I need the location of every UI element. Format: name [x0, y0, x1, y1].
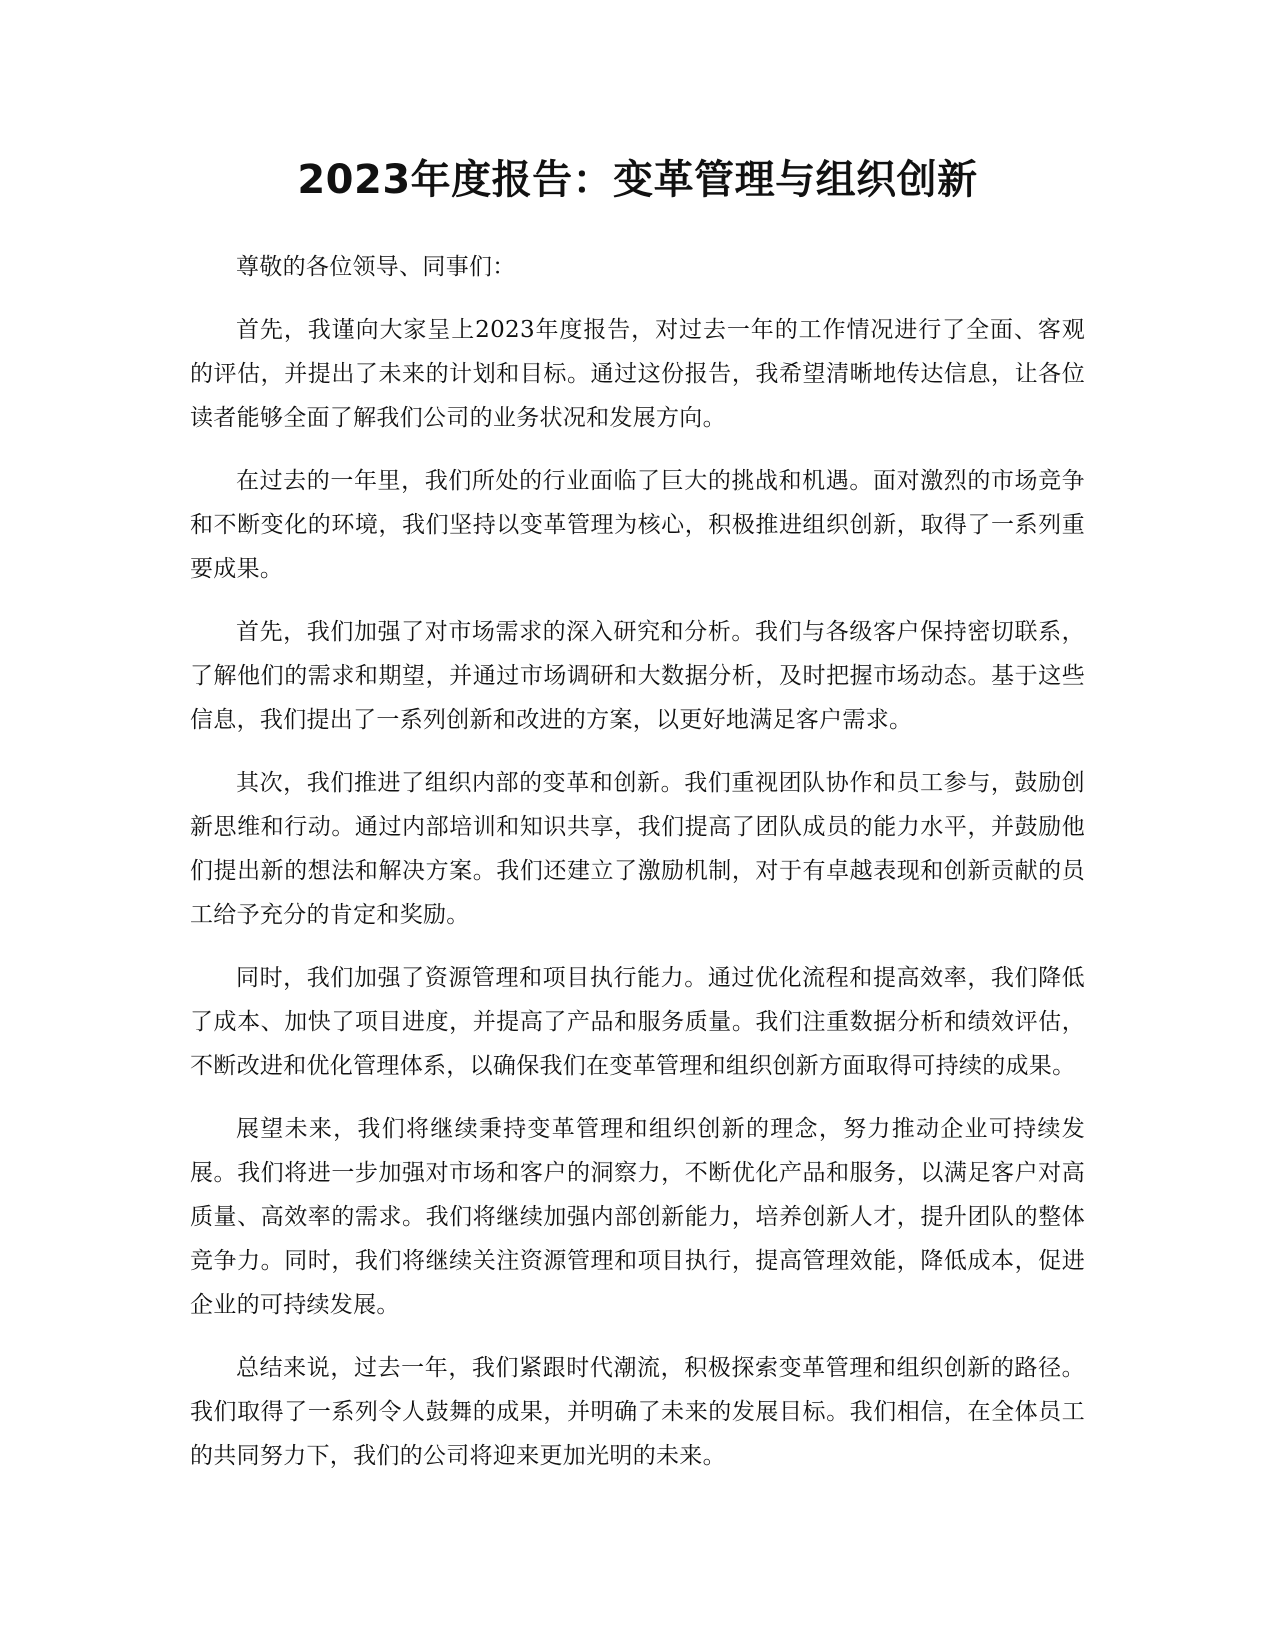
body-paragraph: 首先，我们加强了对市场需求的深入研究和分析。我们与各级客户保持密切联系，了解他们的需求和期望，并通过市场调研和大数据分析，及时把握市场动态。基于这些信息，我们提出了一系列创新和改进的方案，以更好地满足客户需求。	[190, 619, 1085, 733]
conclusion-paragraph: 总结来说，过去一年，我们紧跟时代潮流，积极探索变革管理和组织创新的路径。我们取得了一系列令人鼓舞的成果，并明确了未来的发展目标。我们相信，在全体员工的共同努力下，我们的公司将迎来更加光明的未来。	[190, 1355, 1085, 1469]
body-paragraph: 展望未来，我们将继续秉持变革管理和组织创新的理念，努力推动企业可持续发展。我们将进一步加强对市场和客户的洞察力，不断优化产品和服务，以满足客户对高质量、高效率的需求。我们将继续加强内部创新能力，培养创新人才，提升团队的整体竞争力。同时，我们将继续关注资源管理和项目执行，提高管理效能，降低成本，促进企业的可持续发展。	[190, 1116, 1085, 1318]
body-paragraph: 同时，我们加强了资源管理和项目执行能力。通过优化流程和提高效率，我们降低了成本、加快了项目进度，并提高了产品和服务质量。我们注重数据分析和绩效评估，不断改进和优化管理体系，以确保我们在变革管理和组织创新方面取得可持续的成果。	[190, 965, 1085, 1079]
body-paragraph: 首先，我谨向大家呈上2023年度报告，对过去一年的工作情况进行了全面、客观的评估，并提出了未来的计划和目标。通过这份报告，我希望清晰地传达信息，让各位读者能够全面了解我们公司的业务状况和发展方向。	[190, 317, 1085, 431]
body-paragraph: 在过去的一年里，我们所处的行业面临了巨大的挑战和机遇。面对激烈的市场竞争和不断变化的环境，我们坚持以变革管理为核心，积极推进组织创新，取得了一系列重要成果。	[190, 468, 1085, 582]
body-paragraph: 其次，我们推进了组织内部的变革和创新。我们重视团队协作和员工参与，鼓励创新思维和行动。通过内部培训和知识共享，我们提高了团队成员的能力水平，并鼓励他们提出新的想法和解决方案。我们还建立了激励机制，对于有卓越表现和创新贡献的员工给予充分的肯定和奖励。	[190, 770, 1085, 928]
document-title: 2023年度报告：变革管理与组织创新	[297, 157, 978, 203]
salutation-paragraph: 尊敬的各位领导、同事们：	[236, 254, 516, 280]
document-body	[190, 245, 1085, 1497]
